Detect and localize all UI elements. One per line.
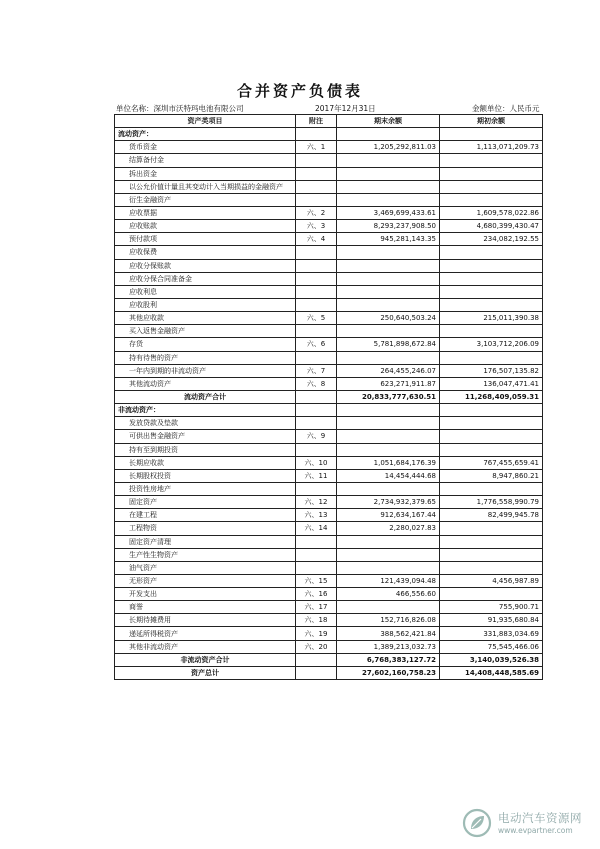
row-end-balance: 1,051,684,176.39 [337,456,440,469]
table-row [115,285,543,298]
row-note: 六、16 [296,588,337,601]
row-note [296,535,337,548]
row-item-label: 发放贷款及垫款 [115,417,296,430]
table-row [115,417,543,430]
report-date: 2017年12月31日 [315,104,376,113]
row-begin-balance [440,298,543,311]
row-begin-balance: 11,268,409,059.31 [440,390,543,403]
section-row [115,404,543,417]
table-row [115,627,543,640]
row-item-label: 非流动资产： [115,404,296,417]
row-item-label: 预付款项 [115,233,296,246]
row-end-balance [337,443,440,456]
row-begin-balance: 82,499,945.78 [440,509,543,522]
row-end-balance: 121,439,094.48 [337,574,440,587]
table-row [115,298,543,311]
row-begin-balance [440,548,543,561]
row-item-label: 买入返售金融资产 [115,325,296,338]
table-row [115,154,543,167]
row-note [296,417,337,430]
row-begin-balance [440,561,543,574]
report-title: 合并资产负债表 [236,82,363,100]
table-row [115,180,543,193]
watermark-site-name: 电动汽车资源网 [498,811,582,825]
row-begin-balance [440,588,543,601]
row-note: 六、5 [296,312,337,325]
subtotal-row [115,390,543,403]
row-note [296,482,337,495]
row-end-balance: 14,454,444.68 [337,469,440,482]
row-end-balance: 2,280,027.83 [337,522,440,535]
row-note: 六、1 [296,141,337,154]
row-note: 六、8 [296,377,337,390]
row-note: 六、13 [296,509,337,522]
row-note: 六、18 [296,614,337,627]
row-begin-balance [440,272,543,285]
row-begin-balance: 8,947,860.21 [440,469,543,482]
row-end-balance: 388,562,421.84 [337,627,440,640]
row-begin-balance [440,351,543,364]
table-row [115,561,543,574]
row-end-balance: 1,205,292,811.03 [337,141,440,154]
row-begin-balance: 331,883,034.69 [440,627,543,640]
row-item-label: 资产总计 [115,666,296,679]
row-begin-balance: 75,545,466.06 [440,640,543,653]
row-item-label: 固定资产清理 [115,535,296,548]
row-item-label: 在建工程 [115,509,296,522]
row-begin-balance [440,259,543,272]
row-begin-balance [440,193,543,206]
row-begin-balance: 234,082,192.55 [440,233,543,246]
row-end-balance [337,561,440,574]
row-begin-balance: 4,456,987.89 [440,574,543,587]
row-end-balance [337,154,440,167]
row-item-label: 工程物资 [115,522,296,535]
table-row [115,469,543,482]
row-item-label: 长期应收款 [115,456,296,469]
table-row [115,233,543,246]
row-begin-balance: 767,455,659.41 [440,456,543,469]
row-end-balance: 5,781,898,672.84 [337,338,440,351]
row-item-label: 商誉 [115,601,296,614]
leaf-logo-icon [462,808,492,838]
row-item-label: 油气资产 [115,561,296,574]
row-item-label: 其他非流动资产 [115,640,296,653]
row-note [296,246,337,259]
row-note [296,666,337,679]
row-end-balance [337,180,440,193]
row-begin-balance [440,404,543,417]
row-end-balance [337,535,440,548]
row-note: 六、20 [296,640,337,653]
row-note: 六、9 [296,430,337,443]
row-note: 六、7 [296,364,337,377]
row-begin-balance: 755,900.71 [440,601,543,614]
row-note [296,193,337,206]
table-row [115,141,543,154]
row-item-label: 存货 [115,338,296,351]
row-end-balance [337,167,440,180]
row-end-balance: 250,640,503.24 [337,312,440,325]
row-end-balance: 2,734,932,379.65 [337,496,440,509]
row-note: 六、14 [296,522,337,535]
row-end-balance: 264,455,246.07 [337,364,440,377]
table-row [115,588,543,601]
row-begin-balance [440,285,543,298]
row-end-balance: 6,768,383,127.72 [337,653,440,666]
table-row [115,430,543,443]
row-item-label: 流动资产合计 [115,390,296,403]
row-end-balance [337,193,440,206]
table-row [115,167,543,180]
row-end-balance: 945,281,143.35 [337,233,440,246]
row-note: 六、3 [296,220,337,233]
row-item-label: 其他应收款 [115,312,296,325]
row-item-label: 其他流动资产 [115,377,296,390]
table-row [115,377,543,390]
table-row [115,351,543,364]
header-end-balance: 期末余额 [337,115,440,128]
row-end-balance [337,351,440,364]
row-note [296,272,337,285]
row-begin-balance: 1,113,071,209.73 [440,141,543,154]
row-begin-balance [440,246,543,259]
header-note: 附注 [296,115,337,128]
row-begin-balance: 3,140,039,526.38 [440,653,543,666]
table-row [115,509,543,522]
row-note: 六、4 [296,233,337,246]
row-end-balance: 152,716,826.08 [337,614,440,627]
table-row [115,443,543,456]
table-row [115,325,543,338]
table-row [115,206,543,219]
watermark-site-url: www.evpartner.com [498,826,573,835]
subtotal-row [115,666,543,679]
row-note [296,404,337,417]
row-begin-balance [440,417,543,430]
row-note: 六、6 [296,338,337,351]
row-end-balance: 20,833,777,630.51 [337,390,440,403]
table-row [115,574,543,587]
watermark [462,806,592,842]
row-end-balance [337,430,440,443]
row-note [296,561,337,574]
header-begin-balance: 期初余额 [440,115,543,128]
row-end-balance [337,548,440,561]
table-row [115,601,543,614]
row-begin-balance: 136,047,471.41 [440,377,543,390]
table-row [115,338,543,351]
row-end-balance [337,325,440,338]
row-end-balance: 3,469,699,433.61 [337,206,440,219]
row-item-label: 拆出资金 [115,167,296,180]
row-note [296,259,337,272]
row-begin-balance [440,522,543,535]
row-item-label: 可供出售金融资产 [115,430,296,443]
table-row [115,522,543,535]
row-end-balance: 8,293,237,908.50 [337,220,440,233]
row-item-label: 应收股利 [115,298,296,311]
row-item-label: 应收分保合同准备金 [115,272,296,285]
row-item-label: 货币资金 [115,141,296,154]
row-item-label: 持有至到期投资 [115,443,296,456]
row-end-balance [337,482,440,495]
row-item-label: 应收票据 [115,206,296,219]
row-note [296,298,337,311]
table-row [115,193,543,206]
row-begin-balance: 91,935,680.84 [440,614,543,627]
row-note [296,167,337,180]
table-row [115,456,543,469]
row-item-label: 固定资产 [115,496,296,509]
row-end-balance [337,285,440,298]
row-item-label: 结算备付金 [115,154,296,167]
row-item-label: 投资性房地产 [115,482,296,495]
row-begin-balance: 1,609,578,022.86 [440,206,543,219]
row-note: 六、12 [296,496,337,509]
row-note: 六、2 [296,206,337,219]
row-note: 六、11 [296,469,337,482]
table-row [115,496,543,509]
row-note [296,548,337,561]
row-begin-balance: 3,103,712,206.09 [440,338,543,351]
row-end-balance: 623,271,911.87 [337,377,440,390]
table-row [115,246,543,259]
row-item-label: 开发支出 [115,588,296,601]
row-note: 六、15 [296,574,337,587]
row-end-balance [337,404,440,417]
row-end-balance [337,128,440,141]
company-name: 单位名称：深圳市沃特玛电池有限公司 [116,104,244,113]
row-item-label: 应收账款 [115,220,296,233]
row-end-balance [337,601,440,614]
table-row [115,364,543,377]
row-end-balance [337,246,440,259]
row-item-label: 递延所得税资产 [115,627,296,640]
row-begin-balance: 176,507,135.82 [440,364,543,377]
row-end-balance [337,298,440,311]
row-begin-balance [440,325,543,338]
table-row [115,482,543,495]
row-begin-balance [440,154,543,167]
table-body [115,128,543,680]
row-begin-balance [440,180,543,193]
row-note [296,390,337,403]
row-end-balance [337,259,440,272]
header-item: 资产类项目 [115,115,296,128]
row-note [296,325,337,338]
row-note: 六、17 [296,601,337,614]
row-item-label: 无形资产 [115,574,296,587]
row-item-label: 流动资产： [115,128,296,141]
row-end-balance: 27,602,160,758.23 [337,666,440,679]
row-note [296,351,337,364]
row-begin-balance [440,167,543,180]
row-begin-balance [440,482,543,495]
row-item-label: 长期股权投资 [115,469,296,482]
row-item-label: 一年内到期的非流动资产 [115,364,296,377]
row-note [296,154,337,167]
row-end-balance [337,417,440,430]
section-row [115,128,543,141]
row-note [296,653,337,666]
row-note [296,443,337,456]
row-end-balance: 1,389,213,032.73 [337,640,440,653]
row-begin-balance [440,443,543,456]
row-note: 六、10 [296,456,337,469]
row-note [296,128,337,141]
table-row [115,312,543,325]
row-begin-balance: 14,408,448,585.69 [440,666,543,679]
row-item-label: 衍生金融资产 [115,193,296,206]
row-begin-balance [440,128,543,141]
currency-unit: 金额单位：人民币元 [472,104,540,113]
row-item-label: 长期待摊费用 [115,614,296,627]
table-row [115,548,543,561]
row-begin-balance: 215,011,390.38 [440,312,543,325]
row-item-label: 非流动资产合计 [115,653,296,666]
balance-sheet-table [114,114,543,680]
row-note: 六、19 [296,627,337,640]
row-end-balance: 466,556.60 [337,588,440,601]
table-row [115,535,543,548]
row-begin-balance [440,430,543,443]
row-item-label: 应收保费 [115,246,296,259]
row-item-label: 生产性生物资产 [115,548,296,561]
table-header-row [115,115,543,128]
table-row [115,220,543,233]
row-item-label: 应收分保账款 [115,259,296,272]
subtotal-row [115,653,543,666]
table-row [115,614,543,627]
row-end-balance: 912,634,167.44 [337,509,440,522]
table-row [115,640,543,653]
row-item-label: 以公允价值计量且其变动计入当期损益的金融资产 [115,180,296,193]
row-begin-balance [440,535,543,548]
row-note [296,285,337,298]
row-item-label: 持有待售的资产 [115,351,296,364]
row-begin-balance: 1,776,558,990.79 [440,496,543,509]
table-row [115,272,543,285]
row-note [296,180,337,193]
row-begin-balance: 4,680,399,430.47 [440,220,543,233]
row-end-balance [337,272,440,285]
row-item-label: 应收利息 [115,285,296,298]
table-row [115,259,543,272]
